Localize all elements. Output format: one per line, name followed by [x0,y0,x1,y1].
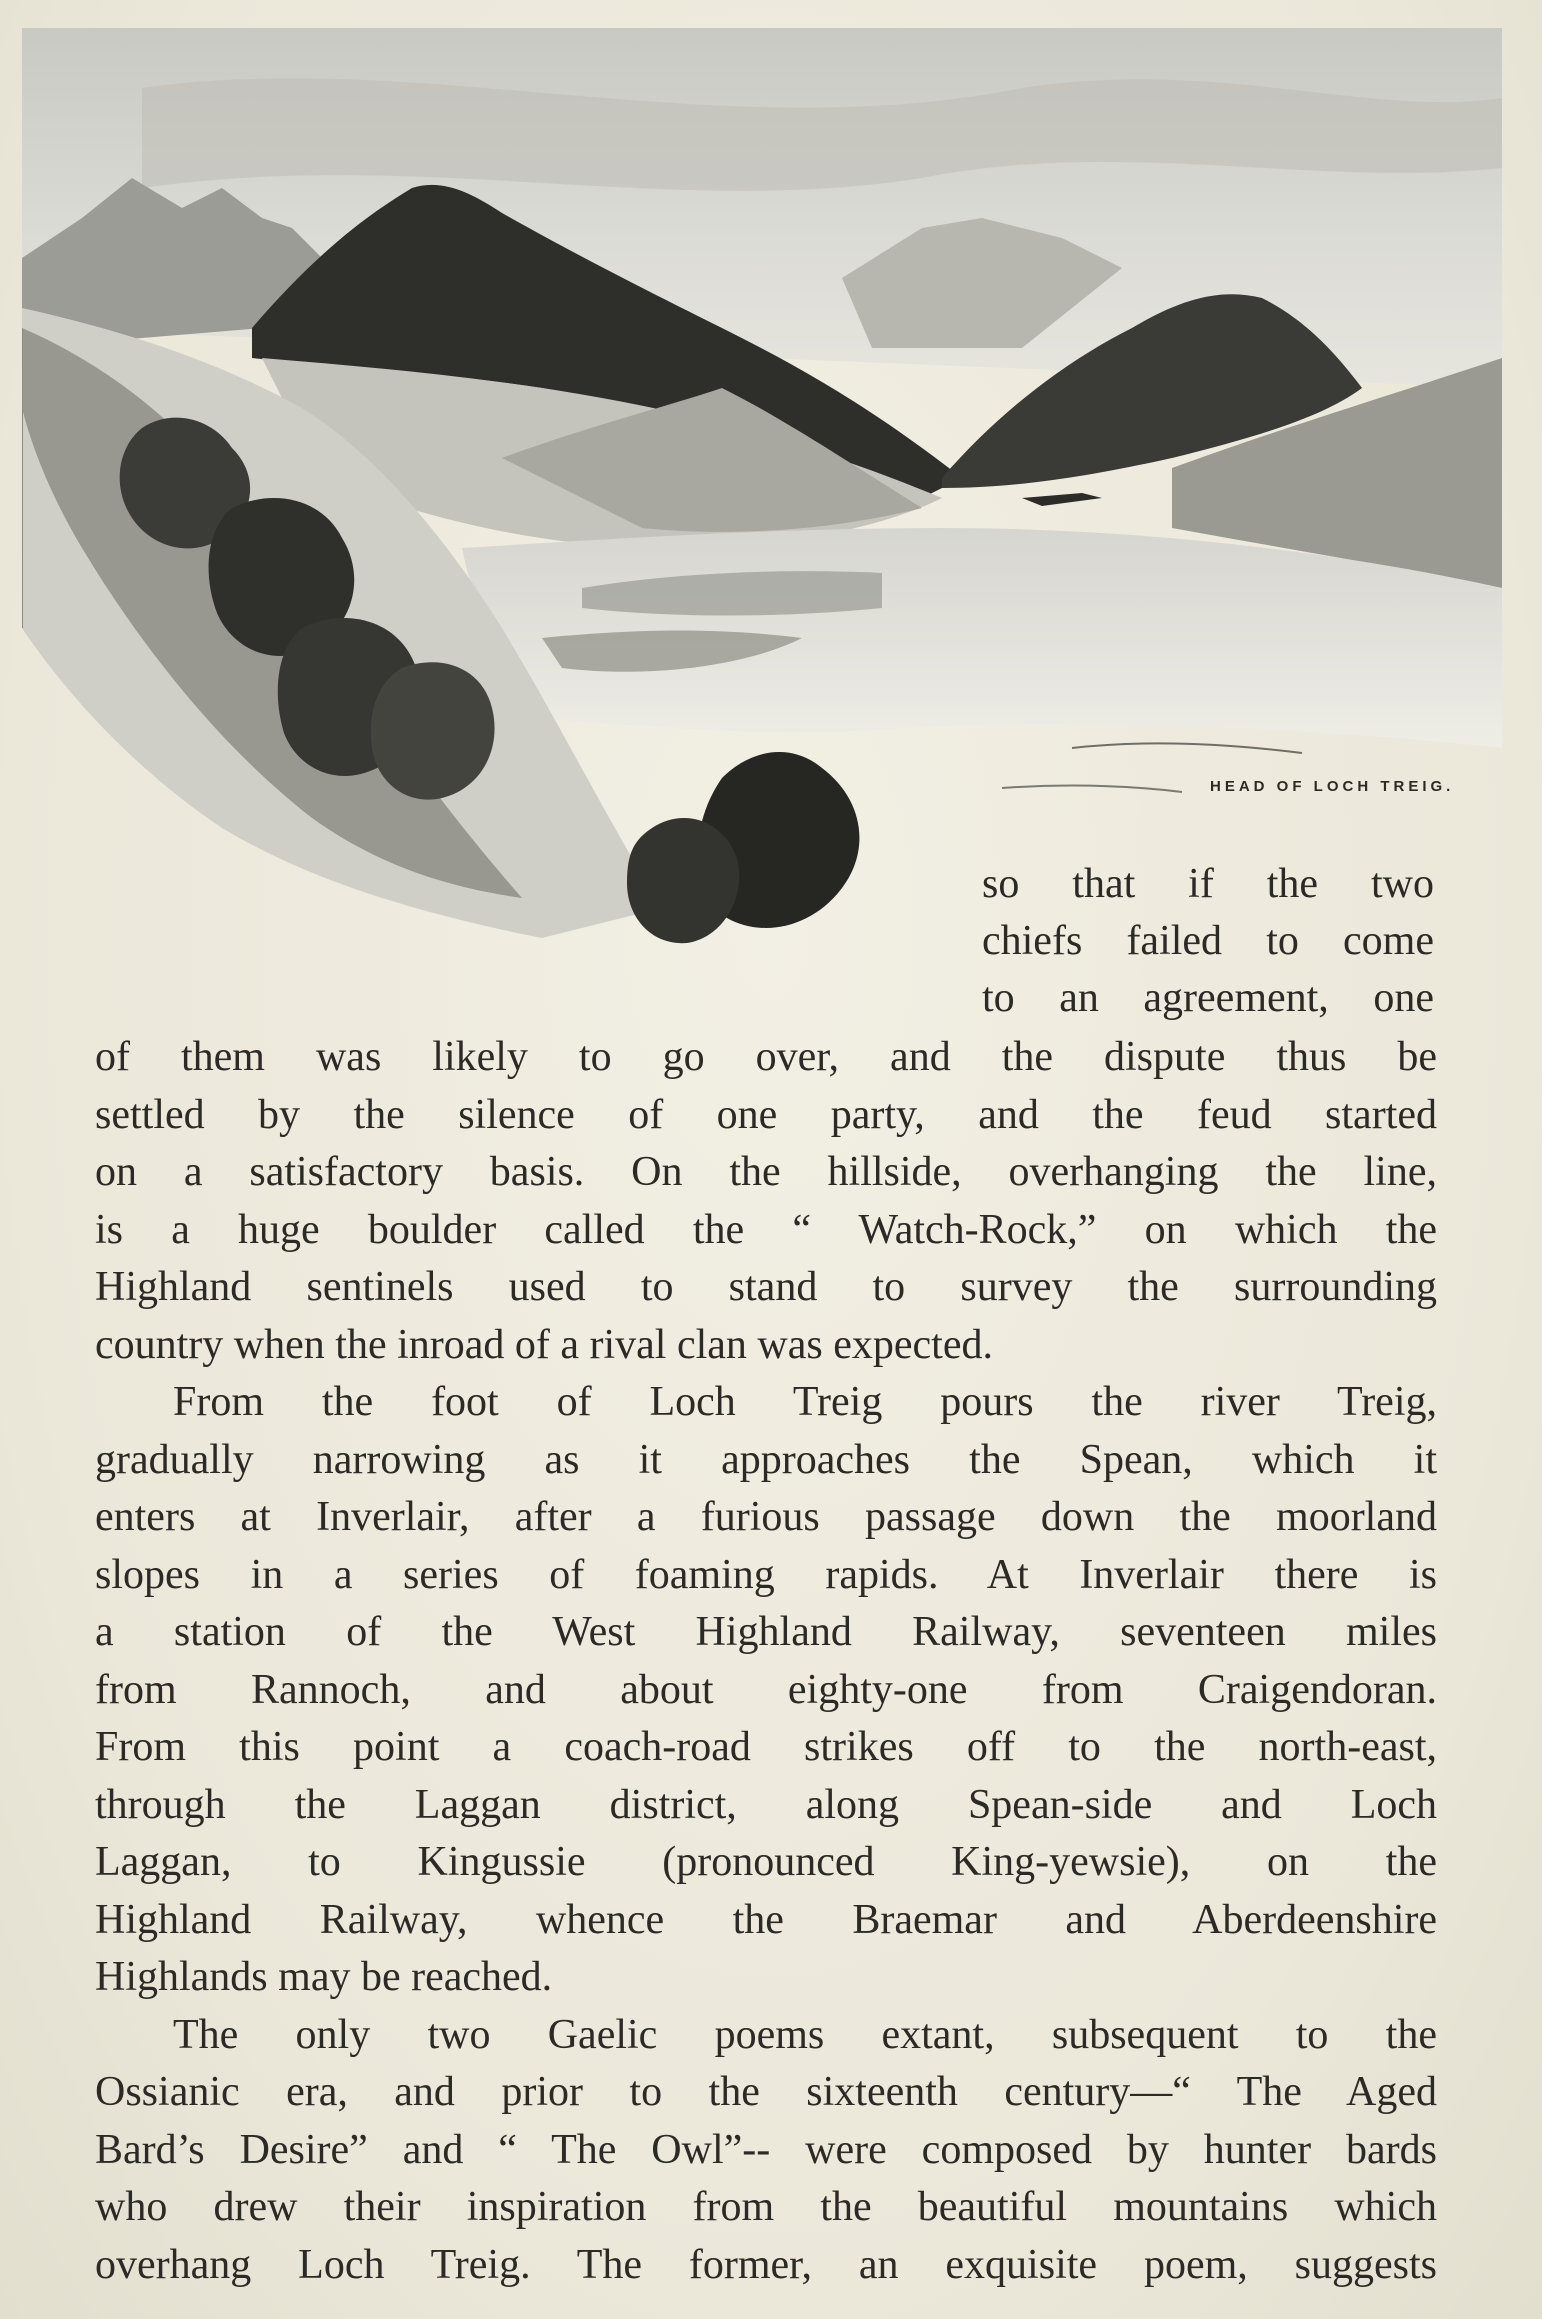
text-line: Highlands may be reached. [95,1954,553,2000]
text-line: Bard’s Desire” and “ The Owl”-- were composed by hunter bards [95,2126,1437,2173]
text-line: from Rannoch, and about eighty-one from Craigendoran. [95,1666,1437,1713]
paragraph-first-line: From the foot of Loch Treig pours the river Treig, [173,1379,1437,1425]
text-line: on a satisfactory basis. On the hillside, overhanging the line, [95,1149,1437,1195]
illustration-caption: HEAD OF LOCH TREIG. [1210,778,1455,795]
text-line: overhang Loch Treig. The former, an exquisite poem, suggests [95,2241,1437,2288]
text-line: Highland Railway, whence the Braemar and Aberdeenshire [95,1896,1437,1943]
body-text-block [95,1029,1437,2294]
text-line: who drew their inspiration from the beautiful mountains which [95,2184,1437,2230]
text-line: gradually narrowing as it approaches the Spean, which it [95,1436,1437,1483]
text-line: through the Laggan district, along Spean-side and Loch [95,1781,1437,1828]
text-line: a station of the West Highland Railway, seventeen miles [95,1609,1437,1655]
inset-text-block [982,856,1434,1027]
text-line: Ossianic era, and prior to the sixteenth century—“ The Aged [95,2069,1437,2115]
text-line: is a huge boulder called the “ Watch-Rock,” on which the [95,1206,1437,1253]
text-line: chiefs failed to come [982,918,1434,964]
landscape-engraving [22,28,1522,978]
text-line: settled by the silence of one party, and the feud started [95,1091,1437,1138]
paragraph-first-line: The only two Gaelic poems extant, subsequent to the [173,2011,1437,2058]
text-line: Highland sentinels used to stand to survey the surrounding [95,1264,1437,1310]
text-line: country when the inroad of a rival clan was expected. [95,1321,993,1368]
text-line: enters at Inverlair, after a furious passage down the moorland [95,1494,1437,1540]
text-line: Laggan, to Kingussie (pronounced King-yewsie), on the [95,1839,1437,1885]
text-line: of them was likely to go over, and the dispute thus be [95,1034,1437,1080]
loch-treig-illustration [22,28,1522,978]
text-line: so that if the two [982,861,1434,907]
text-line: From this point a coach-road strikes off to the north-east, [95,1724,1437,1770]
text-line: slopes in a series of foaming rapids. At Inverlair there is [95,1551,1437,1598]
text-line: to an agreement, one [982,975,1434,1021]
